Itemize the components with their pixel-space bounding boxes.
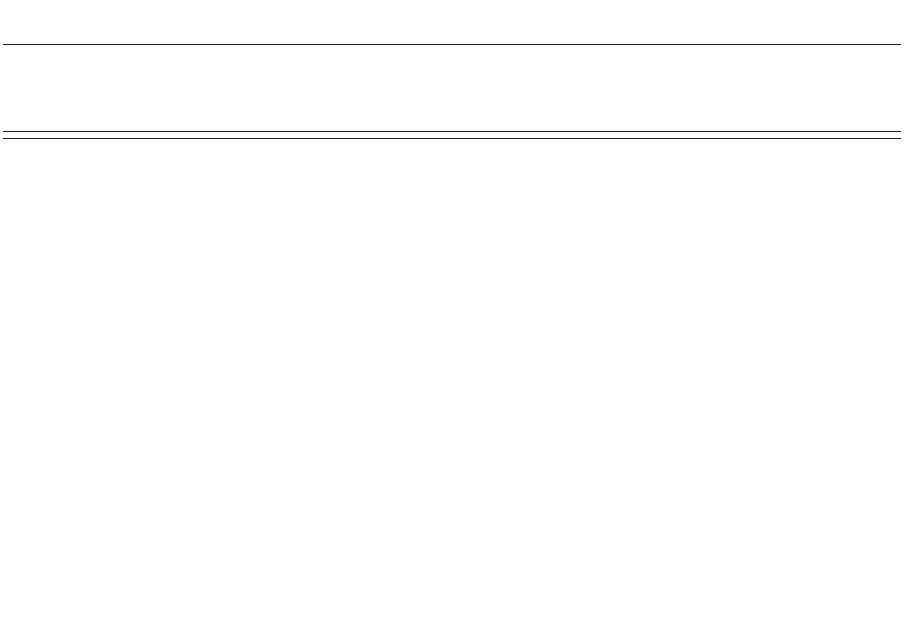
table-header bbox=[3, 44, 901, 132]
document-sheet bbox=[3, 0, 901, 638]
column-numbers-row bbox=[3, 131, 901, 139]
